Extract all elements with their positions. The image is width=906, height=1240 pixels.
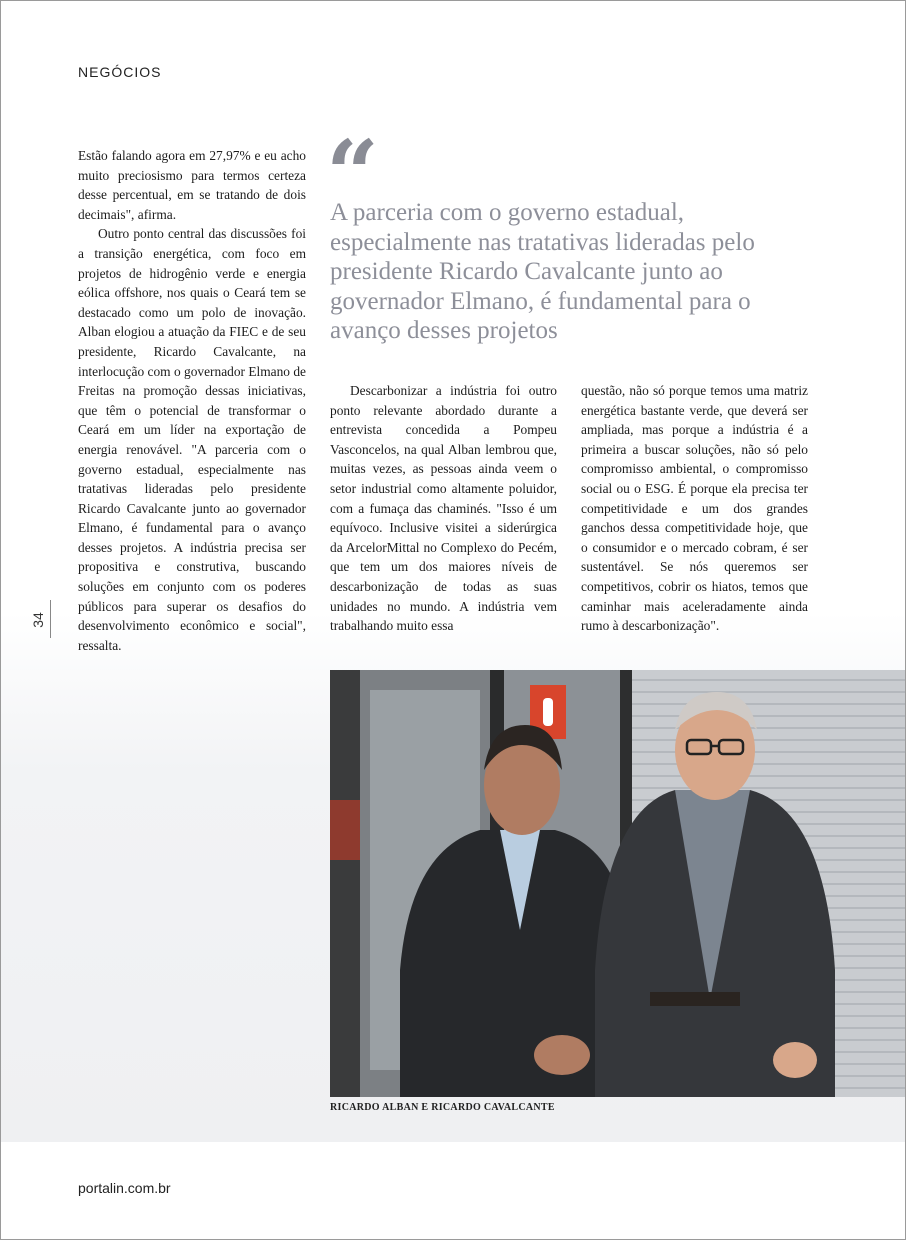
page-number-rule: [50, 600, 51, 638]
paragraph: Estão falando agora em 27,97% e eu acho muito preciosismo para termos certeza desse percentual, em se tratando de dois decimais", afirma.: [78, 148, 306, 222]
paragraph: Descarbonizar a indústria foi outro ponto relevante abordado durante a entrevista concedida a Pompeu Vasconcelos, na qual Alban lembrou que, muitas vezes, as pessoas ainda veem o setor industrial como altamente poluidor, com a fumaça das chaminés. "Isso é um equívoco. Inclusive visitei a siderúrgica da ArcelorMittal no Complexo do Pecém, que tem um dos maiores níveis de descarbonização de todas as suas unidades no mundo. A indústria vem trabalhando muito essa: [330, 383, 557, 634]
pull-quote: A parceria com o governo estadual, especialmente nas tratativas lideradas pelo presidente Ricardo Cavalcante junto ao governador Elmano, é fundamental para o avanço desses projetos: [330, 199, 755, 344]
footer-url: portalin.com.br: [78, 1180, 171, 1196]
article-column-1: [78, 146, 306, 655]
paragraph: Outro ponto central das discussões foi a transição energética, com foco em projetos de hidrogênio verde e energia eólica offshore, nos quais o Ceará tem se destacado como um polo de inovação. Alban elogiou a atuação da FIEC e de seu presidente, Ricardo Cavalcante, na interlocução com o governador Elmano de Freitas na promoção dessas iniciativas, que têm o potencial de transformar o Ceará em um líder na exportação de energia renovável. "A parceria com o governo estadual, especialmente nas tratativas lideradas pelo presidente Ricardo Cavalcante junto ao governador Elmano, é fundamental para o avanço desses projetos. A indústria precisa ser propositiva e construtiva, buscando soluções em conjunto com os poderes públicos para superar os desafios do desenvolvimento econômico e social", ressalta.: [78, 226, 306, 653]
photo-illustration: [330, 670, 905, 1097]
section-label: NEGÓCIOS: [78, 64, 162, 80]
photo-caption: RICARDO ALBAN E RICARDO CAVALCANTE: [330, 1102, 555, 1113]
page-number: 34: [30, 612, 46, 628]
quote-mark-icon: “: [326, 120, 379, 228]
article-column-3: [581, 381, 808, 636]
paragraph: questão, não só porque temos uma matriz energética bastante verde, que deverá ser ampliada, mas porque a indústria é a primeira a buscar soluções, não só pelo compromisso ambiental, o compromisso social ou o ESG. É porque ela precisa ter competitividade e um dos grandes ganchos dessa competitividade hoje, que o consumidor e o mercado cobram, é ser sustentável. Se nós queremos ser competitivos, cobrir os hiatos, temos que caminhar mais aceleradamente ainda rumo à descarbonização".: [581, 383, 808, 634]
article-photo: [330, 670, 905, 1097]
article-column-2: [330, 381, 557, 636]
